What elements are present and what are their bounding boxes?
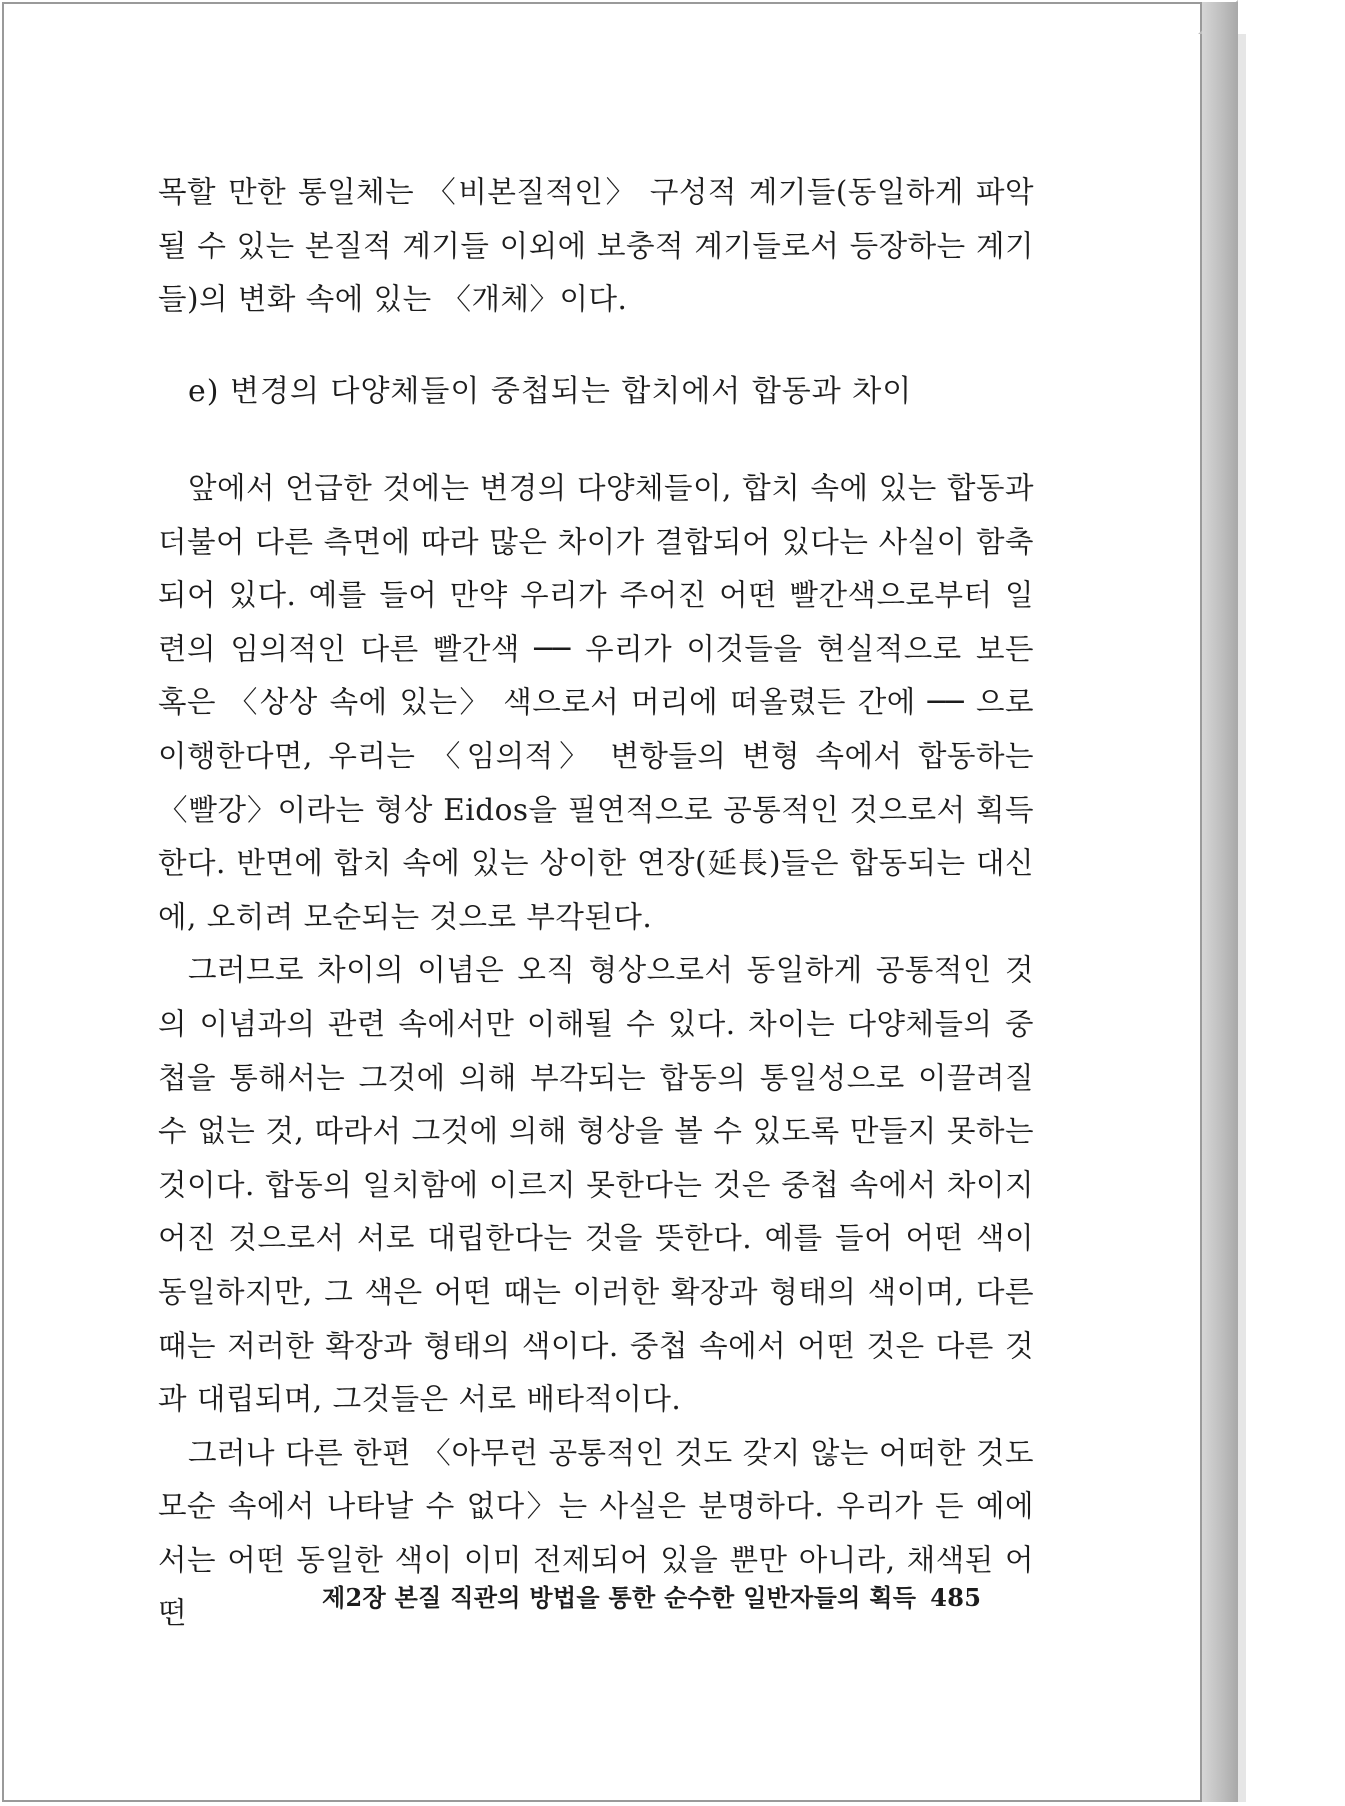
opening-text [158, 166, 1034, 327]
page-footer [322, 1578, 981, 1618]
body-paragraph-2: 그러므로 차이의 이념은 오직 형상으로서 동일하게 공통적인 것의 이념과의 관련 속에서만 이해될 수 있다. 차이는 다양체들의 중첩을 통해서는 그것에 의해 부각되는 합동의 통일성으로 이끌려질 수 없는 것, 따라서 그것에 의해 형상을 볼 수 있도록 만들지 못하는 것이다. 합동의 일치함에 이르지 못한다는 것은 중첩 속에서 차이지어진 것으로서 서로 대립한다는 것을 뜻한다. 예를 들어 어떤 색이 동일하지만, 그 색은 어떤 때는 이러한 확장과 형태의 색이며, 다른 때는 저러한 확장과 형태의 색이다. 중첩 속에서 어떤 것은 다른 것과 대립되며, 그것들은 서로 배타적이다. [158, 953, 1034, 1417]
section-heading: e) 변경의 다양체들이 중첩되는 합치에서 합동과 차이 [188, 374, 913, 409]
page-stack-side-edge [1202, 2, 1238, 1802]
body-text [158, 462, 1034, 1641]
opening-paragraph: 목할 만한 통일체는 〈비본질적인〉 구성적 계기들(동일하게 파악될 수 있는 본질적 계기들 이외에 보충적 계기들로서 등장하는 계기들)의 변화 속에 있는 〈개체〉이다. [158, 175, 1034, 317]
page-stack-shadow [1238, 34, 1246, 1802]
body-paragraph-3: 그러나 다른 한편 〈아무런 공통적인 것도 갖지 않는 어떠한 것도 모순 속에서 나타날 수 없다〉는 사실은 분명하다. 우리가 든 예에서는 어떤 동일한 색이 이미 전제되어 있을 뿐만 아니라, 채색된 어떤 [158, 1435, 1034, 1631]
running-head: 제2장 본질 직관의 방법을 통한 순수한 일반자들의 획득 [322, 1583, 917, 1612]
body-paragraph-1: 앞에서 언급한 것에는 변경의 다양체들이, 합치 속에 있는 합동과 더불어 다른 측면에 따라 많은 차이가 결합되어 있다는 사실이 함축되어 있다. 예를 들어 만약 우리가 주어진 어떤 빨간색으로부터 일련의 임의적인 다른 빨간색 ── 우리가 이것들을 현실적으로 보든 혹은 〈상상 속에 있는〉 색으로서 머리에 떠올렸든 간에 ── 으로 이행한다면, 우리는 〈임의적〉 변항들의 변형 속에서 합동하는 〈빨강〉이라는 형상 Eidos을 필연적으로 공통적인 것으로서 획득한다. 반면에 합치 속에 있는 상이한 연장(延長)들은 합동되는 대신에, 오히려 모순되는 것으로 부각된다. [158, 471, 1034, 934]
page-number: 485 [930, 1583, 982, 1612]
